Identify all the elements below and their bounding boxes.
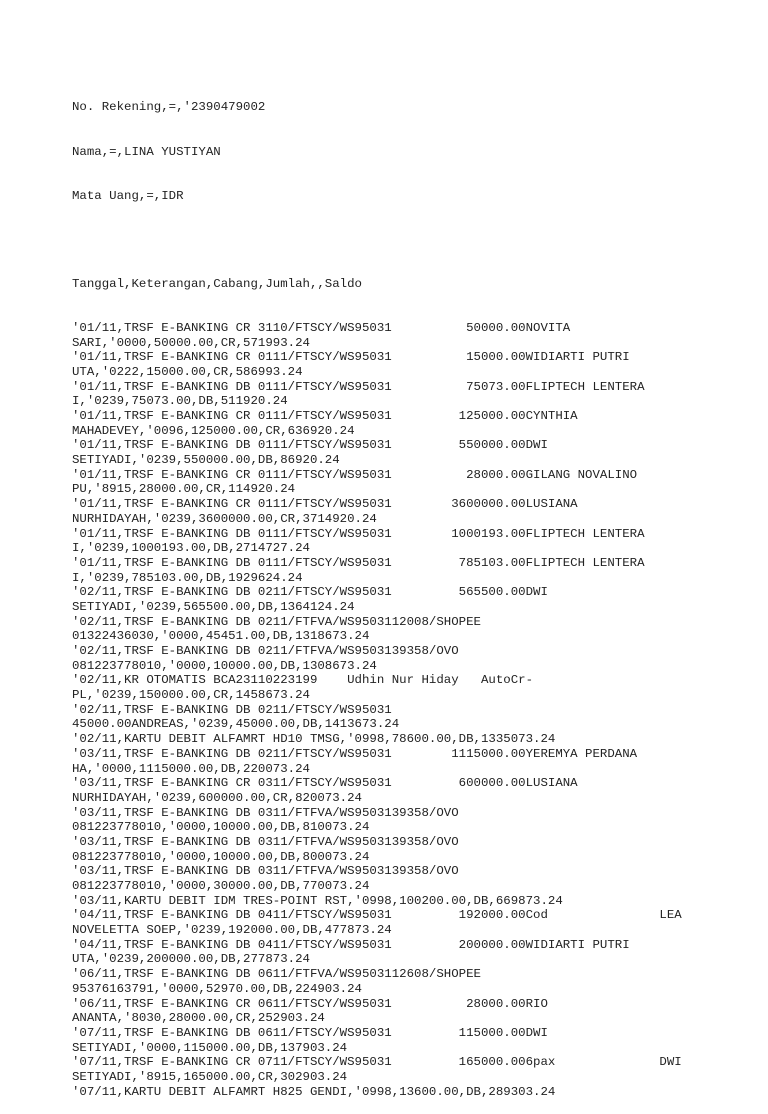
bank-statement-document xyxy=(72,71,752,1114)
transaction-line: ANANTA,'8030,28000.00,CR,252903.24 xyxy=(72,1011,325,1026)
account-number-line: No. Rekening,=,'2390479002 xyxy=(72,100,266,115)
transaction-line: NOVELETTA SOEP,'0239,192000.00,DB,477873.24 xyxy=(72,923,392,938)
transaction-line: '01/11,TRSF E-BANKING CR 0111/FTSCY/WS95031 15000.00WIDIARTI PUTRI xyxy=(72,350,630,365)
transaction-line: SETIYADI,'0239,565500.00,DB,1364124.24 xyxy=(72,599,355,614)
transaction-line: MAHADEVEY,'0096,125000.00,CR,636920.24 xyxy=(72,423,355,438)
transaction-line: '04/11,TRSF E-BANKING DB 0411/FTSCY/WS95031 200000.00WIDIARTI PUTRI xyxy=(72,937,630,952)
currency-line: Mata Uang,=,IDR xyxy=(72,188,184,203)
account-name-line: Nama,=,LINA YUSTIYAN xyxy=(72,144,221,159)
transaction-line: 01322436030,'0000,45451.00,DB,1318673.24 xyxy=(72,629,370,644)
transaction-line: '03/11,TRSF E-BANKING DB 0211/FTSCY/WS95031 1115000.00YEREMYA PERDANA xyxy=(72,746,638,761)
transaction-line: '07/11,KARTU DEBIT ALFAMRT H825 GENDI,'0998,13600.00,DB,289303.24 xyxy=(72,1084,556,1099)
transaction-line: '03/11,TRSF E-BANKING DB 0311/FTFVA/WS9503139358/OVO xyxy=(72,805,459,820)
transaction-line: '01/11,TRSF E-BANKING DB 0111/FTSCY/WS95031 75073.00FLIPTECH LENTERA xyxy=(72,379,645,394)
transaction-line: '01/11,TRSF E-BANKING DB 0111/FTSCY/WS95031 1000193.00FLIPTECH LENTERA xyxy=(72,526,645,541)
transaction-line: '02/11,TRSF E-BANKING DB 0211/FTFVA/WS9503139358/OVO xyxy=(72,644,459,658)
transaction-line: SETIYADI,'0000,115000.00,DB,137903.24 xyxy=(72,1040,348,1055)
transaction-line: '02/11,TRSF E-BANKING DB 0211/FTFVA/WS9503112008/SHOPEE xyxy=(72,614,481,629)
transaction-line: '02/11,TRSF E-BANKING DB 0211/FTSCY/WS95031 xyxy=(72,702,392,717)
transaction-line: NURHIDAYAH,'0239,3600000.00,CR,3714920.24 xyxy=(72,511,377,526)
transaction-line: 95376163791,'0000,52970.00,DB,224903.24 xyxy=(72,981,362,996)
transaction-line: '01/11,TRSF E-BANKING DB 0111/FTSCY/WS95031 785103.00FLIPTECH LENTERA xyxy=(72,555,645,570)
transaction-line: 081223778010,'0000,30000.00,DB,770073.24 xyxy=(72,879,370,893)
transaction-line: '03/11,TRSF E-BANKING DB 0311/FTFVA/WS9503139358/OVO xyxy=(72,864,459,879)
transaction-line: I,'0239,1000193.00,DB,2714727.24 xyxy=(72,541,310,556)
transaction-line: UTA,'0239,200000.00,DB,277873.24 xyxy=(72,952,310,967)
transaction-line: '01/11,TRSF E-BANKING DB 0111/FTSCY/WS95031 550000.00DWI xyxy=(72,438,548,453)
transaction-line: '04/11,TRSF E-BANKING DB 0411/FTSCY/WS95031 192000.00Cod LEA xyxy=(72,908,682,923)
transaction-line: '07/11,TRSF E-BANKING DB 0611/FTSCY/WS95031 115000.00DWI xyxy=(72,1025,548,1040)
transaction-line: '02/11,KARTU DEBIT ALFAMRT HD10 TMSG,'0998,78600.00,DB,1335073.24 xyxy=(72,732,556,747)
transaction-line: 081223778010,'0000,10000.00,DB,800073.24 xyxy=(72,849,370,864)
transaction-line: PL,'0239,150000.00,CR,1458673.24 xyxy=(72,688,310,703)
transaction-line: PU,'8915,28000.00,CR,114920.24 xyxy=(72,482,296,497)
transaction-line: '02/11,TRSF E-BANKING DB 0211/FTSCY/WS95031 565500.00DWI xyxy=(72,585,548,600)
transaction-line: I,'0239,75073.00,DB,511920.24 xyxy=(72,394,288,409)
transaction-line: SARI,'0000,50000.00,CR,571993.24 xyxy=(72,335,310,350)
column-header-line: Tanggal,Keterangan,Cabang,Jumlah,,Saldo xyxy=(72,276,362,291)
transaction-line: '03/11,KARTU DEBIT IDM TRES-POINT RST,'0998,100200.00,DB,669873.24 xyxy=(72,893,563,908)
blank-separator xyxy=(72,233,752,248)
transaction-line: HA,'0000,1115000.00,DB,220073.24 xyxy=(72,761,310,776)
transaction-line: 081223778010,'0000,10000.00,DB,1308673.24 xyxy=(72,658,377,673)
transaction-line: '03/11,TRSF E-BANKING DB 0311/FTFVA/WS9503139358/OVO xyxy=(72,834,459,849)
transaction-line: '02/11,KR OTOMATIS BCA23110223199 Udhin Nur Hiday AutoCr- xyxy=(72,673,534,688)
transaction-line: SETIYADI,'0239,550000.00,DB,86920.24 xyxy=(72,453,340,468)
transaction-line: SETIYADI,'8915,165000.00,CR,302903.24 xyxy=(72,1069,348,1084)
transaction-line: '01/11,TRSF E-BANKING CR 0111/FTSCY/WS95031 28000.00GILANG NOVALINO xyxy=(72,467,638,482)
transaction-list xyxy=(72,321,752,1099)
transaction-line: '03/11,TRSF E-BANKING CR 0311/FTSCY/WS95031 600000.00LUSIANA xyxy=(72,776,578,791)
transaction-line: '07/11,TRSF E-BANKING CR 0711/FTSCY/WS95031 165000.006pax DWI xyxy=(72,1055,682,1070)
transaction-line: '01/11,TRSF E-BANKING CR 0111/FTSCY/WS95031 125000.00CYNTHIA xyxy=(72,409,578,423)
transaction-line: '06/11,TRSF E-BANKING CR 0611/FTSCY/WS95031 28000.00RIO xyxy=(72,996,548,1011)
transaction-line: 45000.00ANDREAS,'0239,45000.00,DB,1413673.24 xyxy=(72,717,400,732)
transaction-line: UTA,'0222,15000.00,CR,586993.24 xyxy=(72,364,303,379)
transaction-line: 081223778010,'0000,10000.00,DB,810073.24 xyxy=(72,820,370,835)
transaction-line: '01/11,TRSF E-BANKING CR 3110/FTSCY/WS95031 50000.00NOVITA xyxy=(72,320,571,335)
transaction-line: '06/11,TRSF E-BANKING DB 0611/FTFVA/WS9503112608/SHOPEE xyxy=(72,967,481,982)
transaction-line: '01/11,TRSF E-BANKING CR 0111/FTSCY/WS95031 3600000.00LUSIANA xyxy=(72,497,578,512)
transaction-line: NURHIDAYAH,'0239,600000.00,CR,820073.24 xyxy=(72,790,362,805)
transaction-line: I,'0239,785103.00,DB,1929624.24 xyxy=(72,570,303,585)
